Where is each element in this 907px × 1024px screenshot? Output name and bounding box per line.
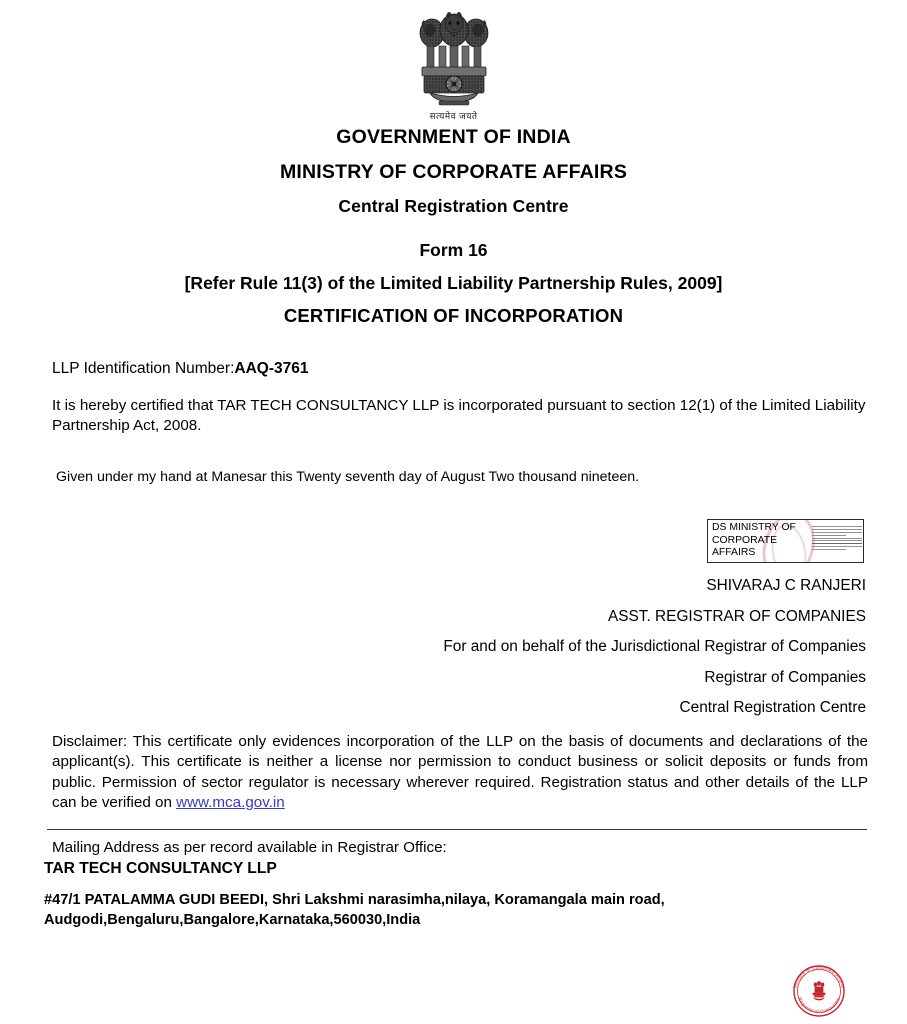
header-central-registration-centre: Central Registration Centre (338, 196, 569, 216)
mailing-address-line-2: Audgodi,Bengaluru,Bangalore,Karnataka,560030,India (44, 912, 421, 928)
form-number: Form 16 (419, 240, 488, 260)
disclaimer-body: Disclaimer: This certificate only evidences incorporation of the LLP on the basis of documents and declarations of the applicant(s). This certificate is neither a license nor permission to conduct business or solicit deposits or funds from public. Permission of sector regulator is necessary wherever required. Registration status and other details of the LLP can be verified on (52, 733, 868, 812)
signatory-block (443, 571, 866, 724)
header-block (0, 128, 907, 216)
emblem-motto: सत्यमेव जयते (429, 112, 478, 122)
mailing-address-line-1: #47/1 PATALAMMA GUDI BEEDI, Shri Lakshmi narasimha,nilaya, Koramangala main road, (44, 892, 665, 908)
svg-text:Ministry of Corporate Affairs: Ministry of Corporate Affairs (792, 964, 846, 989)
signatory-centre: Central Registration Centre (679, 699, 866, 717)
title-block (0, 242, 907, 326)
digital-signature-label: DS MINISTRY OF CORPORATE AFFAIRS (712, 522, 796, 559)
page-title: CERTIFICATION OF INCORPORATION (283, 305, 624, 326)
disclaimer-text (52, 732, 868, 814)
llp-identification-number: AAQ-3761 (234, 360, 309, 377)
mailing-address-lines (44, 890, 834, 930)
signatory-on-behalf: For and on behalf of the Jurisdictional Registrar of Companies (443, 638, 866, 656)
svg-text:Registrar of Companies: Registrar of Companies (797, 996, 841, 1015)
llp-identification-line (52, 361, 308, 377)
signatory-name: SHIVARAJ C RANJERI (706, 577, 866, 594)
india-state-emblem-lion-capital-icon (417, 6, 491, 108)
mca-website-link[interactable]: www.mca.gov.in (176, 794, 285, 812)
given-under-hand-statement: Given under my hand at Manesar this Twenty seventh day of August Two thousand nineteen. (56, 469, 640, 485)
header-ministry-of-corporate-affairs: MINISTRY OF CORPORATE AFFAIRS (279, 160, 628, 183)
mca-round-seal-icon (786, 960, 852, 1020)
digital-signature-metadata (812, 526, 862, 552)
signatory-designation: ASST. REGISTRAR OF COMPANIES (608, 607, 866, 625)
mailing-entity-name: TAR TECH CONSULTANCY LLP (44, 860, 277, 877)
incorporation-statement: It is hereby certified that TAR TECH CONSULTANCY LLP is incorporated pursuant to section 12(1) of the Limited Liability Partnership Act, 2008. (52, 397, 866, 434)
header-government-of-india: GOVERNMENT OF INDIA (336, 126, 571, 148)
digital-signature-stamp (707, 519, 864, 563)
section-divider (47, 829, 867, 830)
mailing-address-label: Mailing Address as per record available in Registrar Office: (52, 839, 447, 856)
national-emblem-block (0, 6, 907, 122)
rule-reference: [Refer Rule 11(3) of the Limited Liability Partnership Rules, 2009] (184, 272, 723, 293)
llp-identification-label: LLP Identification Number: (52, 360, 235, 377)
signatory-office: Registrar of Companies (704, 668, 866, 686)
